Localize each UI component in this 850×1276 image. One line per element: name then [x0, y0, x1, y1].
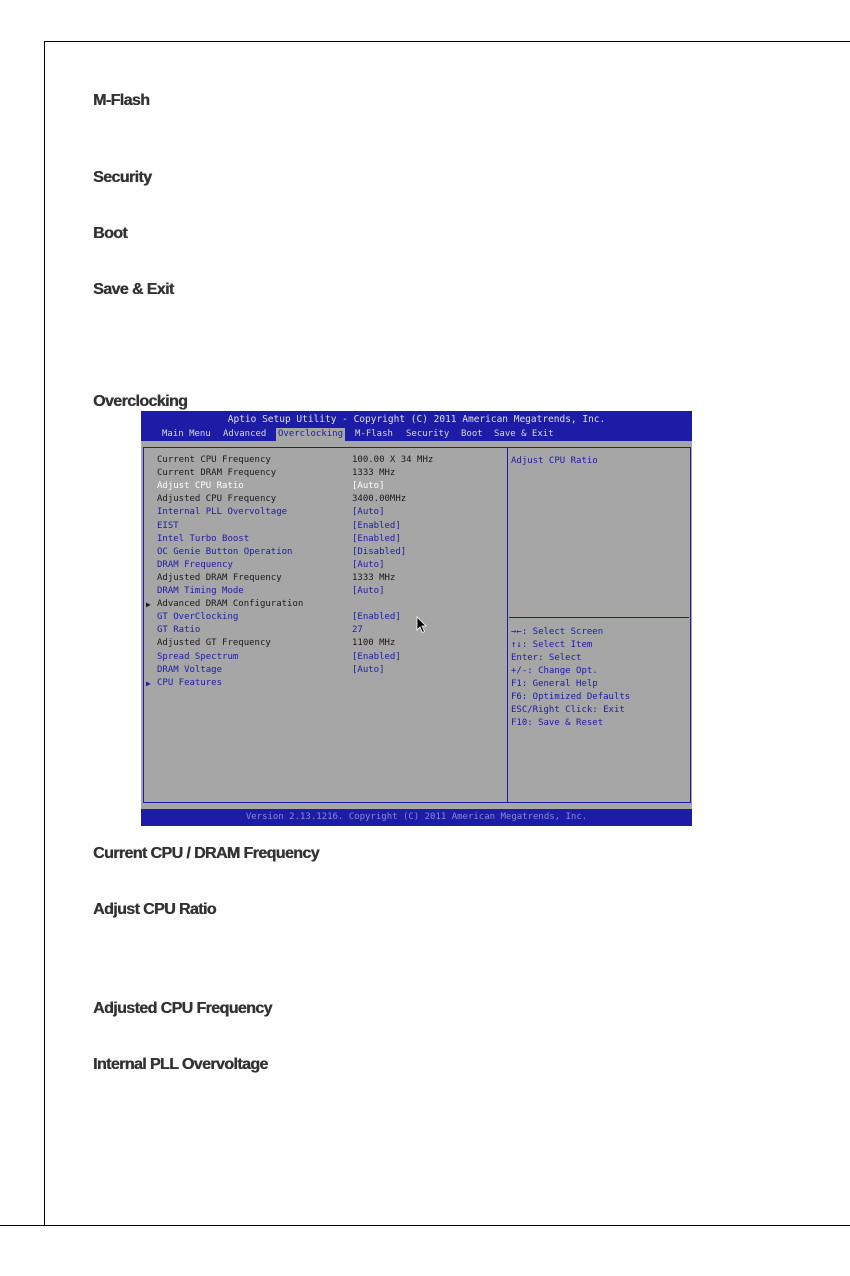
bios-row-intel-turbo-boost[interactable] [141, 533, 501, 546]
bios-row-label: Adjusted DRAM Frequency [157, 572, 282, 583]
bios-footer: Version 2.13.1216. Copyright (C) 2011 American Megatrends, Inc. [141, 809, 692, 826]
bios-panel-divider [507, 447, 508, 803]
bios-title-bar: Aptio Setup Utility - Copyright (C) 2011 American Megatrends, Inc. [141, 411, 692, 428]
heading-current-frequency: Current CPU / DRAM Frequency [93, 845, 319, 862]
bios-row-value: [Enabled] [352, 612, 401, 623]
bios-row-cpu-features[interactable] [141, 677, 501, 690]
bios-help-divider [509, 617, 689, 618]
bios-tab-m-flash[interactable]: M-Flash [355, 429, 393, 439]
bios-row-adjust-cpu-ratio[interactable] [141, 480, 501, 493]
bios-row-label: EIST [157, 520, 179, 531]
bios-key-exit: ESC/Right Click: Exit [511, 705, 625, 715]
bios-row-current-cpu-frequency[interactable] [141, 454, 501, 467]
bios-row-eist[interactable] [141, 520, 501, 533]
bios-row-value: 100.00 X 34 MHz [352, 455, 434, 465]
bios-row-value: [Auto] [352, 481, 385, 492]
bios-key-change-opt: +/-: Change Opt. [511, 666, 598, 676]
bios-row-value: [Enabled] [352, 520, 401, 531]
bios-row-value: [Enabled] [352, 533, 401, 544]
bios-row-spread-spectrum[interactable] [141, 651, 501, 664]
bios-menu-bar [141, 428, 692, 441]
bios-key-general-help: F1: General Help [511, 679, 598, 689]
bios-row-label: Spread Spectrum [157, 651, 239, 662]
bios-row-value: [Auto] [352, 507, 385, 518]
bios-row-dram-timing-mode[interactable] [141, 585, 501, 598]
bios-row-gt-overclocking[interactable] [141, 611, 501, 624]
bios-row-value: 1333 MHz [352, 572, 396, 583]
bios-row-label: GT OverClocking [157, 612, 239, 623]
submenu-arrow-icon: ▶ [146, 678, 151, 688]
bios-row-value: [Enabled] [352, 651, 401, 662]
heading-adjusted-cpu-frequency: Adjusted CPU Frequency [93, 1000, 272, 1017]
bios-row-label: Adjusted GT Frequency [157, 638, 271, 649]
bios-row-gt-ratio[interactable] [141, 624, 501, 637]
bios-row-label: Internal PLL Overvoltage [157, 507, 288, 518]
bios-row-label: Current CPU Frequency [157, 455, 271, 465]
bios-row-value: [Auto] [352, 559, 385, 570]
page-frame-top [44, 41, 850, 42]
bios-key-enter: Enter: Select [511, 653, 582, 663]
mouse-cursor-icon [416, 616, 428, 634]
bios-row-advanced-dram-configuration[interactable] [141, 598, 501, 611]
bios-row-dram-frequency[interactable] [141, 559, 501, 572]
bios-key-select-screen: →←: Select Screen [511, 627, 604, 637]
bios-help-text: Adjust CPU Ratio [511, 456, 598, 466]
heading-adjust-cpu-ratio: Adjust CPU Ratio [93, 901, 216, 918]
heading-save-exit: Save & Exit [93, 281, 174, 298]
bios-row-label: Adjusted CPU Frequency [157, 494, 277, 505]
bios-tab-security[interactable]: Security [406, 429, 450, 439]
bios-tab-save-exit[interactable]: Save & Exit [494, 429, 554, 439]
bios-row-label: CPU Features [157, 677, 223, 688]
bios-row-label: Current DRAM Frequency [157, 468, 277, 479]
bios-row-label: Advanced DRAM Configuration [157, 599, 304, 610]
bios-row-value: [Auto] [352, 586, 385, 596]
bios-row-dram-voltage[interactable] [141, 664, 501, 677]
bios-row-label: GT Ratio [157, 625, 201, 636]
bios-row-label: DRAM Frequency [157, 559, 233, 570]
heading-internal-pll-overvoltage: Internal PLL Overvoltage [93, 1056, 268, 1073]
bios-row-value: [Auto] [352, 664, 385, 675]
page-frame-left [44, 41, 45, 1225]
bios-row-label: Adjust CPU Ratio [157, 481, 244, 492]
bios-row-label: DRAM Voltage [157, 664, 223, 675]
bios-row-value: 1100 MHz [352, 638, 396, 649]
bios-row-oc-genie-button-operation[interactable] [141, 546, 501, 559]
heading-m-flash: M-Flash [93, 92, 150, 109]
bios-key-save-reset: F10: Save & Reset [511, 718, 604, 728]
bios-row-value: 3400.00MHz [352, 494, 407, 505]
heading-overclocking: Overclocking [93, 393, 188, 410]
bios-row-internal-pll-overvoltage[interactable] [141, 506, 501, 519]
bios-row-label: DRAM Timing Mode [157, 586, 244, 596]
bios-tab-overclocking[interactable]: Overclocking [278, 429, 344, 439]
bios-row-label: OC Genie Button Operation [157, 546, 293, 557]
bios-row-value: [Disabled] [352, 546, 407, 557]
bios-tab-main-menu[interactable]: Main Menu [162, 429, 211, 439]
bios-row-adjusted-dram-frequency[interactable] [141, 572, 501, 585]
bios-tab-advanced[interactable]: Advanced [223, 429, 267, 439]
bios-row-value: 1333 MHz [352, 468, 396, 479]
bios-row-adjusted-cpu-frequency[interactable] [141, 493, 501, 506]
page-frame-bottom [0, 1225, 850, 1226]
bios-row-adjusted-gt-frequency[interactable] [141, 637, 501, 650]
bios-key-select-item: ↑↓: Select Item [511, 640, 593, 650]
bios-screenshot [141, 411, 692, 826]
heading-boot: Boot [93, 225, 128, 242]
bios-tab-boot[interactable]: Boot [461, 429, 483, 439]
bios-row-current-dram-frequency[interactable] [141, 467, 501, 480]
bios-key-optimized-defaults: F6: Optimized Defaults [511, 692, 631, 702]
bios-row-label: Intel Turbo Boost [157, 533, 250, 544]
submenu-arrow-icon: ▶ [146, 600, 151, 610]
heading-security: Security [93, 169, 152, 186]
bios-row-value: 27 [352, 625, 363, 636]
